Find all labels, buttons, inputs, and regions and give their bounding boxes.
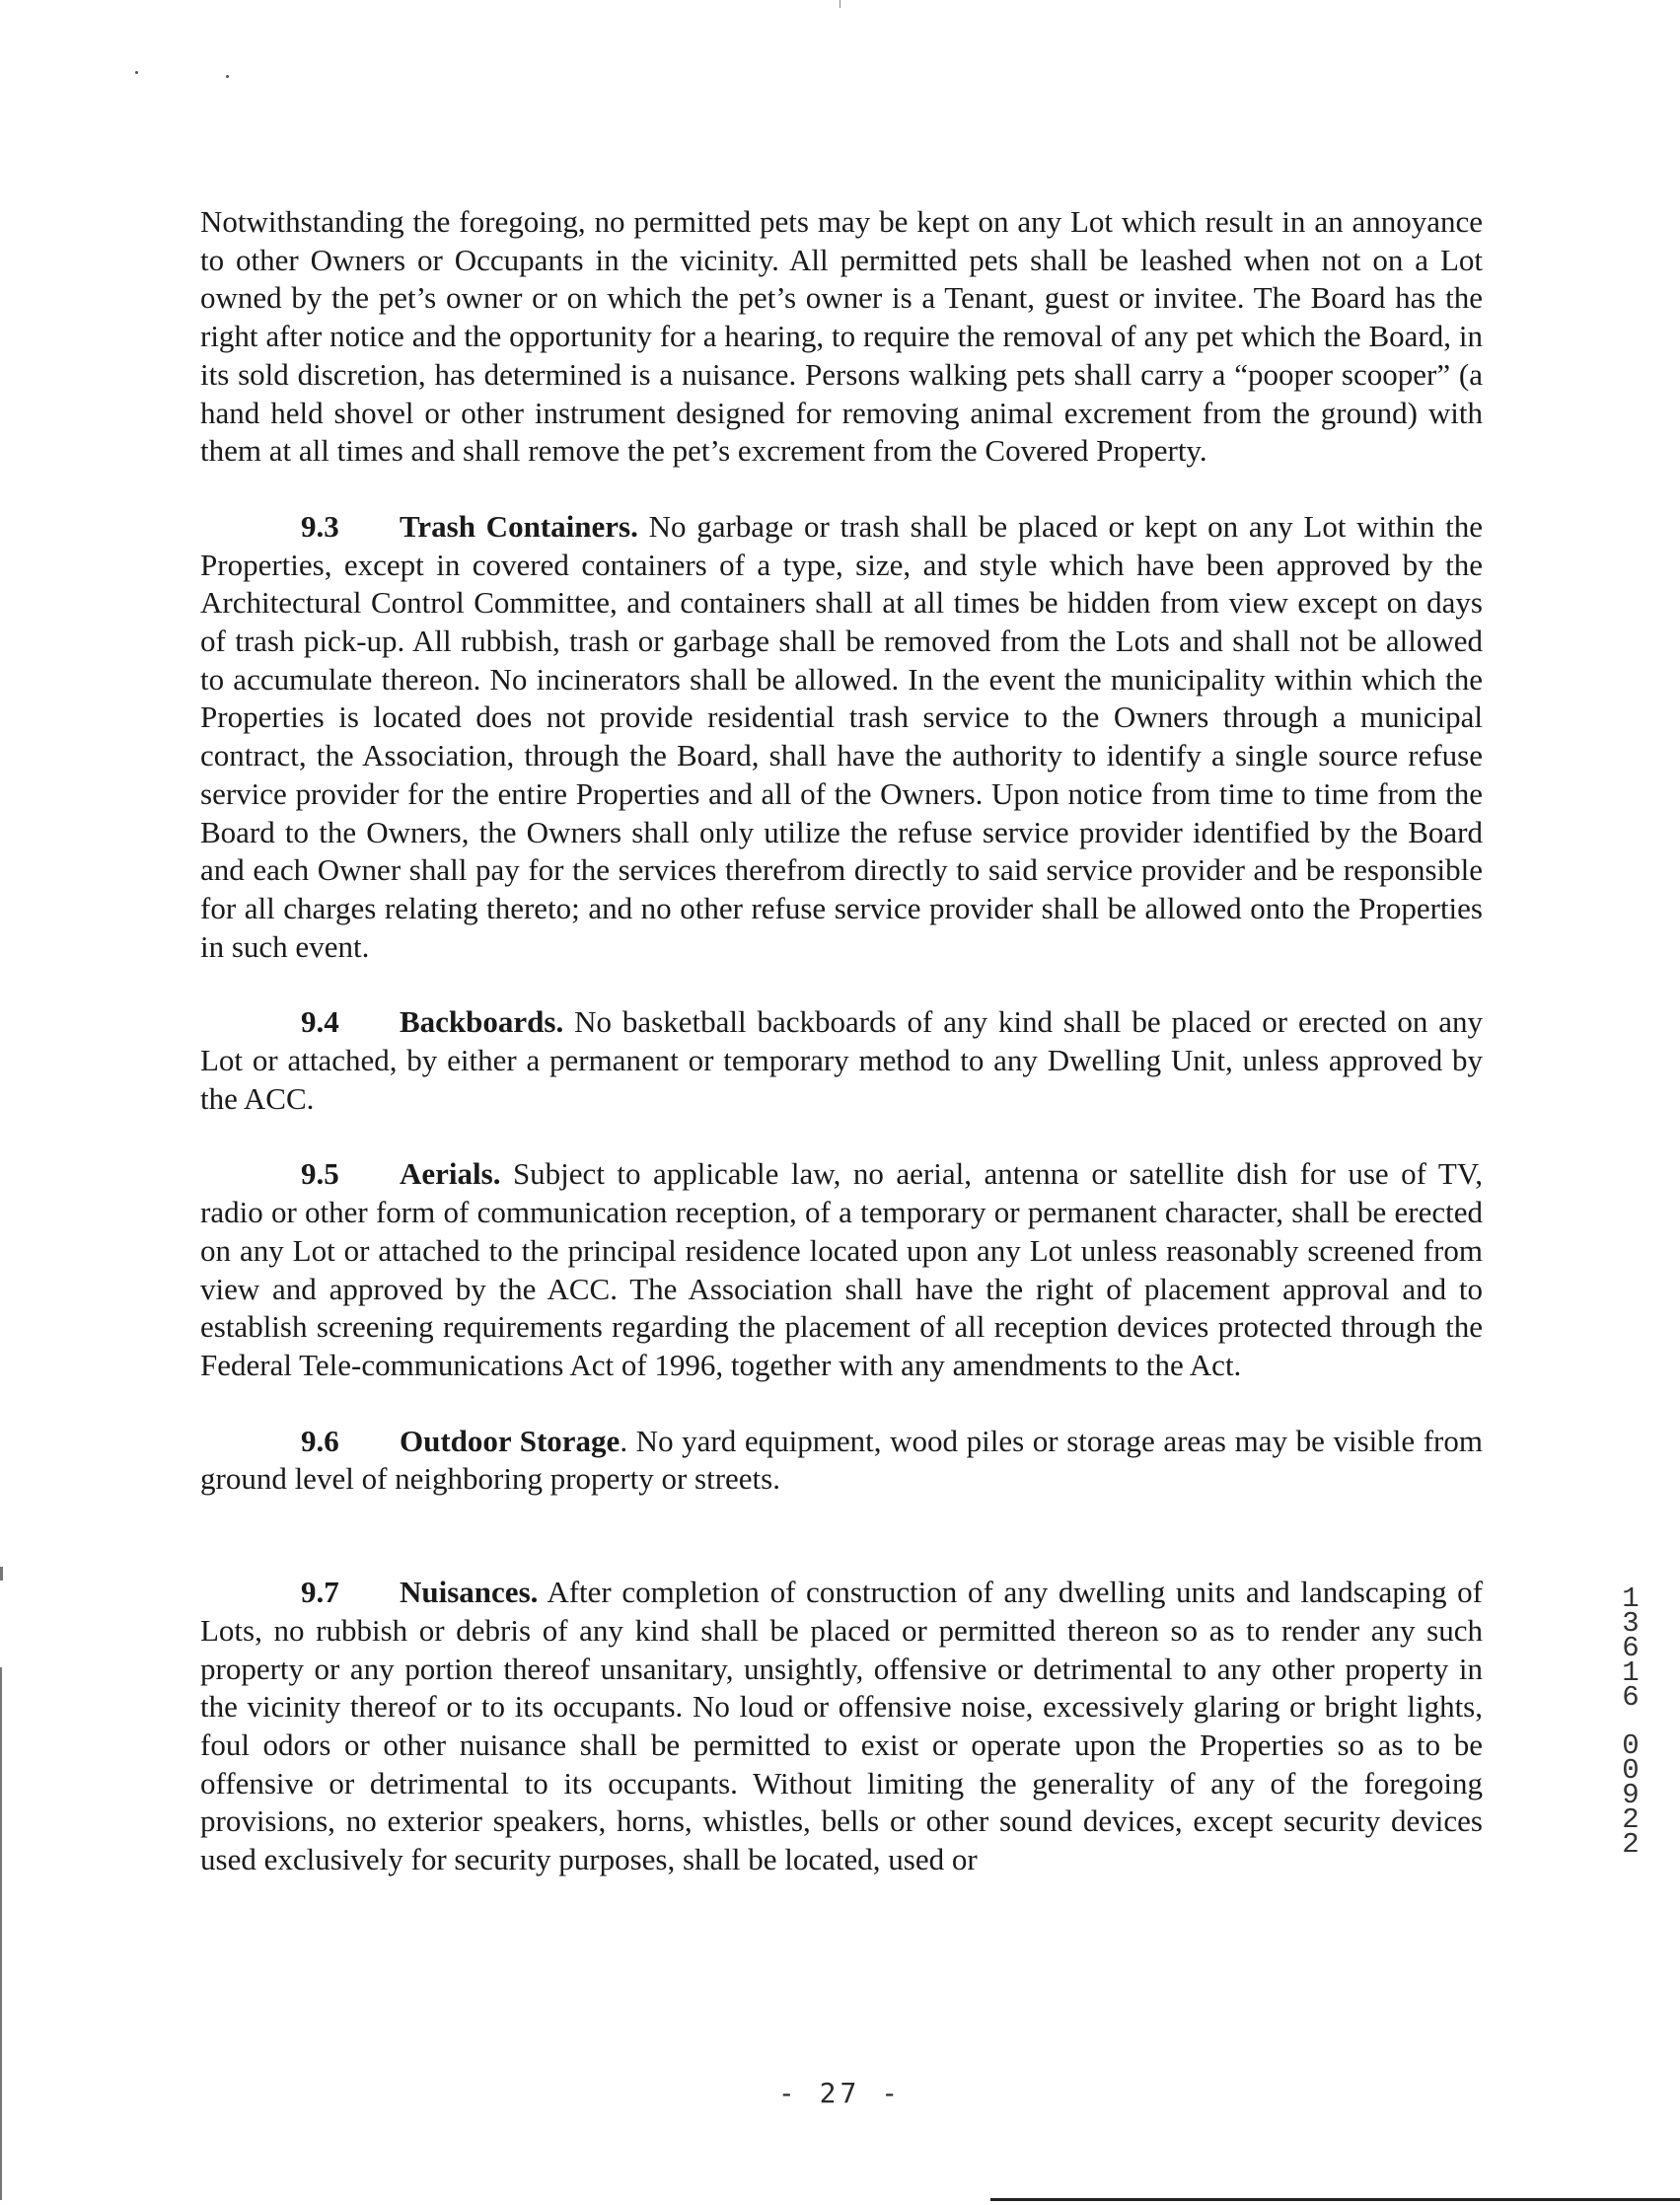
section-9-3	[200, 508, 1483, 966]
scan-artifact-dot	[135, 71, 138, 74]
section-number: 9.6	[301, 1423, 339, 1458]
section-title: Nuisances.	[400, 1575, 539, 1610]
stamp-digit: 9	[1622, 1779, 1640, 1811]
intro-paragraph: Notwithstanding the foregoing, no permitted pets may be kept on any Lot which result in an annoyance to other Owners or Occupants in the vicinity. All permitted pets shall be leashed when not on a Lot owned by the pet’s owner or on which the pet’s owner is a Tenant, guest or invitee. The Board has the right after notice and the opportunity for a hearing, to require the removal of any pet which the Board, in its sold discretion, has determined is a nuisance. Persons walking pets shall carry a “pooper scooper” (a hand held shovel or other instrument designed for removing animal excrement from the ground) with them at all times and shall remove the pet’s excrement from the Covered Property.	[200, 204, 1483, 469]
section-number: 9.5	[301, 1156, 339, 1192]
margin-document-stamp	[1618, 1582, 1643, 1861]
stamp-digit: 1	[1622, 1582, 1640, 1615]
scan-bottom-edge-line	[990, 2198, 1680, 2201]
stamp-digit: 0	[1622, 1729, 1640, 1762]
section-9-5	[200, 1155, 1483, 1384]
section-title: Backboards.	[400, 1004, 564, 1040]
page-number: - 27 -	[777, 2077, 903, 2109]
stamp-digit: 0	[1622, 1754, 1640, 1787]
section-title: Outdoor Storage	[400, 1423, 621, 1458]
document-body	[200, 203, 1483, 1917]
section-9-4	[200, 1003, 1483, 1118]
stamp-digit: 2	[1622, 1828, 1640, 1861]
stamp-digit: 3	[1622, 1607, 1640, 1640]
section-text: . No yard equipment, wood piles or storage areas may be visible from ground level of neighboring property or streets.	[200, 1423, 1483, 1497]
stamp-digit: 1	[1622, 1656, 1640, 1689]
scan-artifact-dot	[226, 75, 229, 78]
section-title: Aerials.	[400, 1156, 501, 1192]
scan-left-edge-mark	[0, 1567, 3, 1580]
section-text: No garbage or trash shall be placed or kept on any Lot within the Properties, except in covered containers of a type, size, and style which have been approved by the Architectural Control Committee, and containers shall at all times be hidden from view except on days of trash pick-up. All rubbish, trash or garbage shall be removed from the Lots and shall not be allowed to accumulate thereon. No incinerators shall be allowed. In the event the municipality within which the Properties is located does not provide residential trash service to the Owners through a municipal contract, the Association, through the Board, shall have the authority to identify a single source refuse service provider for the entire Properties and all of the Owners. Upon notice from time to time from the Board to the Owners, the Owners shall only utilize the refuse service provider identified by the Board and each Owner shall pay for the services therefrom directly to said service provider and be responsible for all charges relating thereto; and no other refuse service provider shall be allowed onto the Properties in such event.	[200, 508, 1484, 964]
section-number: 9.7	[301, 1575, 339, 1610]
section-number: 9.4	[301, 1004, 339, 1040]
stamp-digit: 6	[1622, 1681, 1640, 1714]
stamp-digit: 6	[1622, 1632, 1640, 1664]
scan-left-edge-line	[0, 1667, 2, 2200]
stamp-digit: 2	[1622, 1803, 1640, 1836]
section-number: 9.3	[301, 508, 339, 544]
section-text: After completion of construction of any dwelling units and landscaping of Lots, no rubbish or debris of any kind shall be placed or permitted thereon so as to render any such property or any portion thereof unsanitary, unsightly, offensive or detrimental to any other property in the vicinity thereof or to its occupants. No loud or offensive noise, excessively glaring or bright lights, foul odors or other nuisance shall be permitted to exist or operate upon the Properties so as to be offensive or detrimental to its occupants. Without limiting the generality of any of the foregoing provisions, no exterior speakers, horns, whistles, bells or other sound devices, except security devices used exclusively for security purposes, shall be located, used or	[200, 1575, 1483, 1877]
section-text: Subject to applicable law, no aerial, antenna or satellite dish for use of TV, radio or other form of communication reception, of a temporary or permanent character, shall be erected on any Lot or attached to the principal residence located upon any Lot unless reasonably screened from view and approved by the ACC. The Association shall have the right of placement approval and to establish screening requirements regarding the placement of all reception devices protected through the Federal Tele-communications Act of 1996, together with any amendments to the Act.	[200, 1156, 1483, 1382]
section-text: No basketball backboards of any kind shall be placed or erected on any Lot or attached, by either a permanent or temporary method to any Dwelling Unit, unless approved by the ACC.	[200, 1004, 1483, 1116]
section-9-7	[200, 1574, 1483, 1879]
section-9-6	[200, 1423, 1483, 1499]
section-title: Trash Containers.	[400, 508, 638, 544]
